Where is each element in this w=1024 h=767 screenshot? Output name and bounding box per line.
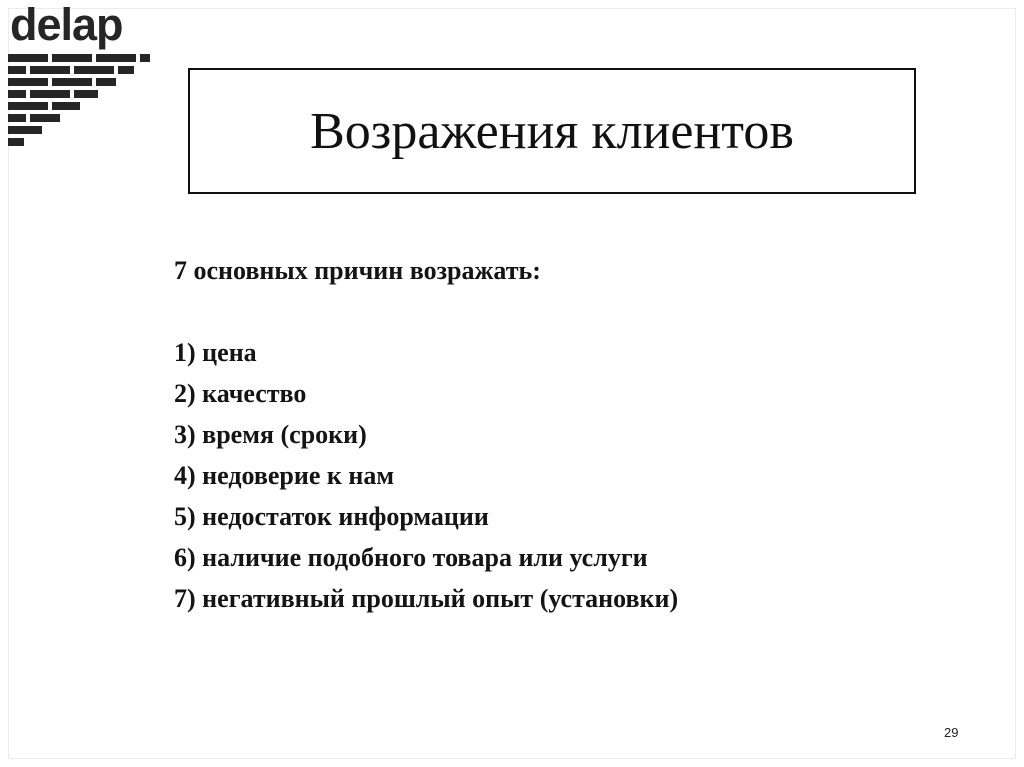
reason-text: цена	[202, 338, 257, 367]
reason-number: 3)	[174, 420, 196, 449]
content-block	[174, 250, 934, 619]
reasons-heading: 7 основных причин возражать:	[174, 256, 541, 285]
slide-title: Возражения клиентов	[310, 102, 794, 160]
delap-logo	[8, 0, 153, 146]
logo-text: delap	[10, 0, 123, 50]
reasons-list	[174, 332, 934, 619]
reason-number: 6)	[174, 543, 196, 572]
reason-text: время (сроки)	[202, 420, 367, 449]
reason-text: недоверие к нам	[202, 461, 395, 490]
reason-text: негативный прошлый опыт (установки)	[202, 584, 679, 613]
reason-item	[174, 496, 934, 537]
reason-text: недостаток информации	[202, 502, 489, 531]
reason-number: 2)	[174, 379, 196, 408]
reason-item	[174, 373, 934, 414]
reason-item	[174, 537, 934, 578]
title-box	[188, 68, 916, 194]
reason-number: 4)	[174, 461, 196, 490]
reason-item	[174, 455, 934, 496]
reason-number: 5)	[174, 502, 196, 531]
reason-item	[174, 578, 934, 619]
reason-item	[174, 332, 934, 373]
reason-number: 7)	[174, 584, 196, 613]
reason-item	[174, 414, 934, 455]
reason-text: наличие подобного товара или услуги	[202, 543, 648, 572]
page-number: 29	[944, 725, 959, 740]
reason-number: 1)	[174, 338, 196, 367]
brick-wall-icon	[8, 54, 153, 146]
reason-text: качество	[202, 379, 307, 408]
